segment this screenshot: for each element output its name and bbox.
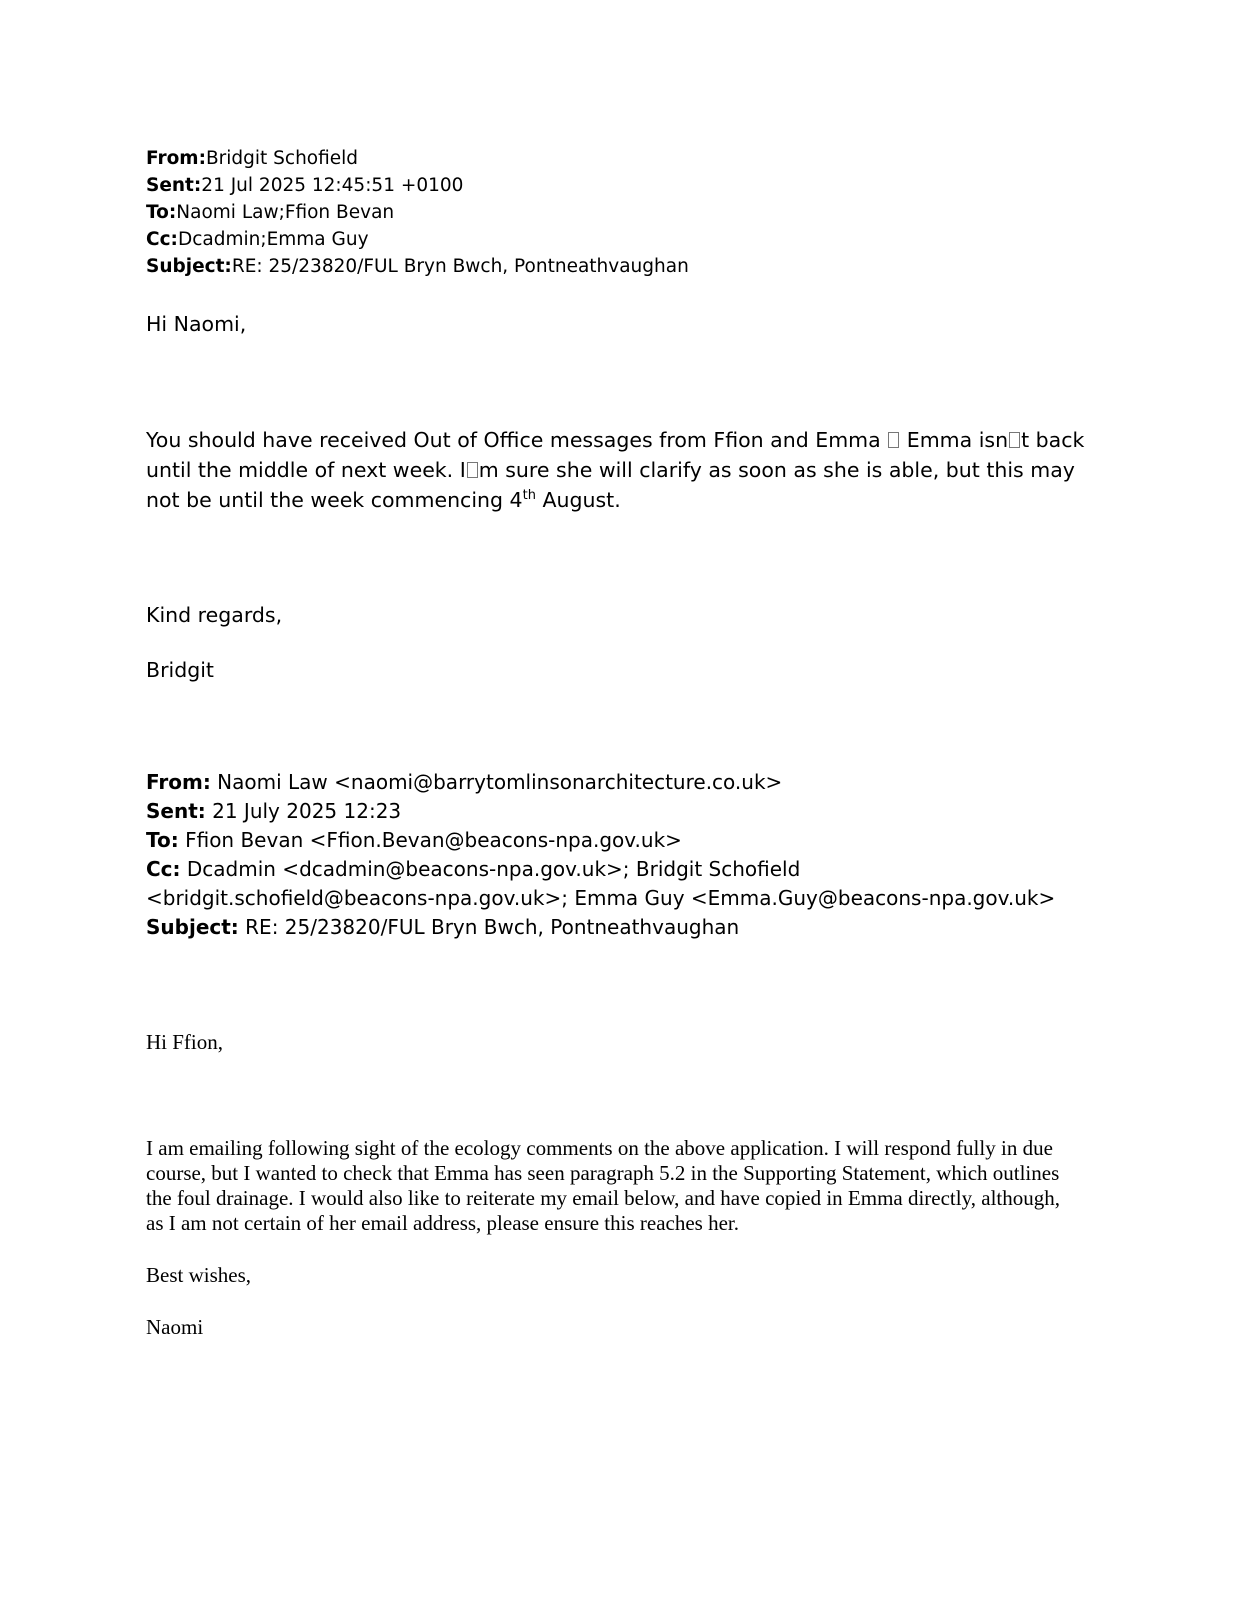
email1-sent-label: Sent: <box>146 175 202 196</box>
email1-from-label: From: <box>146 148 206 169</box>
email1-cc-label: Cc: <box>146 229 178 250</box>
email2-cc-label: Cc: <box>146 857 181 881</box>
email1-sent-value: 21 Jul 2025 12:45:51 +0100 <box>201 175 464 196</box>
email2-to-label: To: <box>146 828 179 852</box>
email2-closing: Best wishes, <box>146 1263 251 1287</box>
email1-to-line <box>146 199 1106 226</box>
email1-from-value: Bridgit Schofield <box>205 148 359 169</box>
email1-body-part2: Emma isn <box>900 428 1009 452</box>
email2-greeting: Hi Ffion, <box>146 1030 224 1054</box>
email2-from-label: From: <box>146 770 211 794</box>
email1-body-part4: m sure she will clarify as soon as she is able, but this may not be until the week commencing 4 <box>146 458 1075 512</box>
email2-subject-value: RE: 25/23820/FUL Bryn Bwch, Pontneathvaughan <box>238 915 740 939</box>
email1-body <box>146 425 1096 515</box>
email1-subject-value: RE: 25/23820/FUL Bryn Bwch, Pontneathvaughan <box>231 256 689 277</box>
missing-glyph-icon <box>888 432 899 448</box>
email1-sent-line <box>146 172 1106 199</box>
email1-to-label: To: <box>146 202 177 223</box>
email2-sent-label: Sent: <box>146 799 206 823</box>
email1-body-part5: August. <box>535 488 621 512</box>
email2-body: I am emailing following sight of the ecology comments on the above application. I will respond fully in due course, but I wanted to check that Emma has seen paragraph 5.2 in the Supporting Statement, which outlines the foul drainage. I would also like to reiterate my email below, and have copied in Emma directly, although, as I am not certain of her email address, please ensure this reaches her. <box>146 1136 1060 1235</box>
email2-to-line <box>146 826 1076 855</box>
email2-sent-line <box>146 797 1076 826</box>
email1-body-part3: t back until the middle of next week. I <box>146 428 1085 482</box>
email2-sent-value: 21 July 2025 12:23 <box>205 799 402 823</box>
email1-header <box>146 145 1106 280</box>
email1-body-part1: You should have received Out of Office messages from Ffion and Emma <box>146 428 888 452</box>
email1-cc-line <box>146 226 1106 253</box>
email2-subject-label: Subject: <box>146 915 239 939</box>
missing-glyph-icon <box>1009 432 1020 448</box>
missing-glyph-icon <box>467 462 478 478</box>
email1-cc-value: Dcadmin;Emma Guy <box>177 229 369 250</box>
email2-from-line <box>146 768 1076 797</box>
email2-signature: Naomi <box>146 1315 204 1339</box>
email2-to-value: Ffion Bevan <Ffion.Bevan@beacons-npa.gov.uk> <box>178 828 682 852</box>
email1-signature: Bridgit <box>146 658 214 682</box>
email1-body-superscript: th <box>522 488 536 503</box>
email1-from-line <box>146 145 1106 172</box>
email1-closing: Kind regards, <box>146 603 283 627</box>
email1-to-value: Naomi Law;Ffion Bevan <box>176 202 395 223</box>
email2-header <box>146 768 1076 942</box>
email1-greeting: Hi Naomi, <box>146 312 247 336</box>
email2-cc-value: Dcadmin <dcadmin@beacons-npa.gov.uk>; Bridgit Schofield <bridgit.schofield@beacons-npa.gov.uk>; Emma Guy <Emma.Guy@beacons-npa.gov.uk> <box>146 857 1056 910</box>
email2-cc-line <box>146 855 1076 913</box>
email1-subject-line <box>146 253 1106 280</box>
email2-from-value: Naomi Law <naomi@barrytomlinsonarchitecture.co.uk> <box>210 770 783 794</box>
email1-subject-label: Subject: <box>146 256 232 277</box>
email2-subject-line <box>146 913 1076 942</box>
